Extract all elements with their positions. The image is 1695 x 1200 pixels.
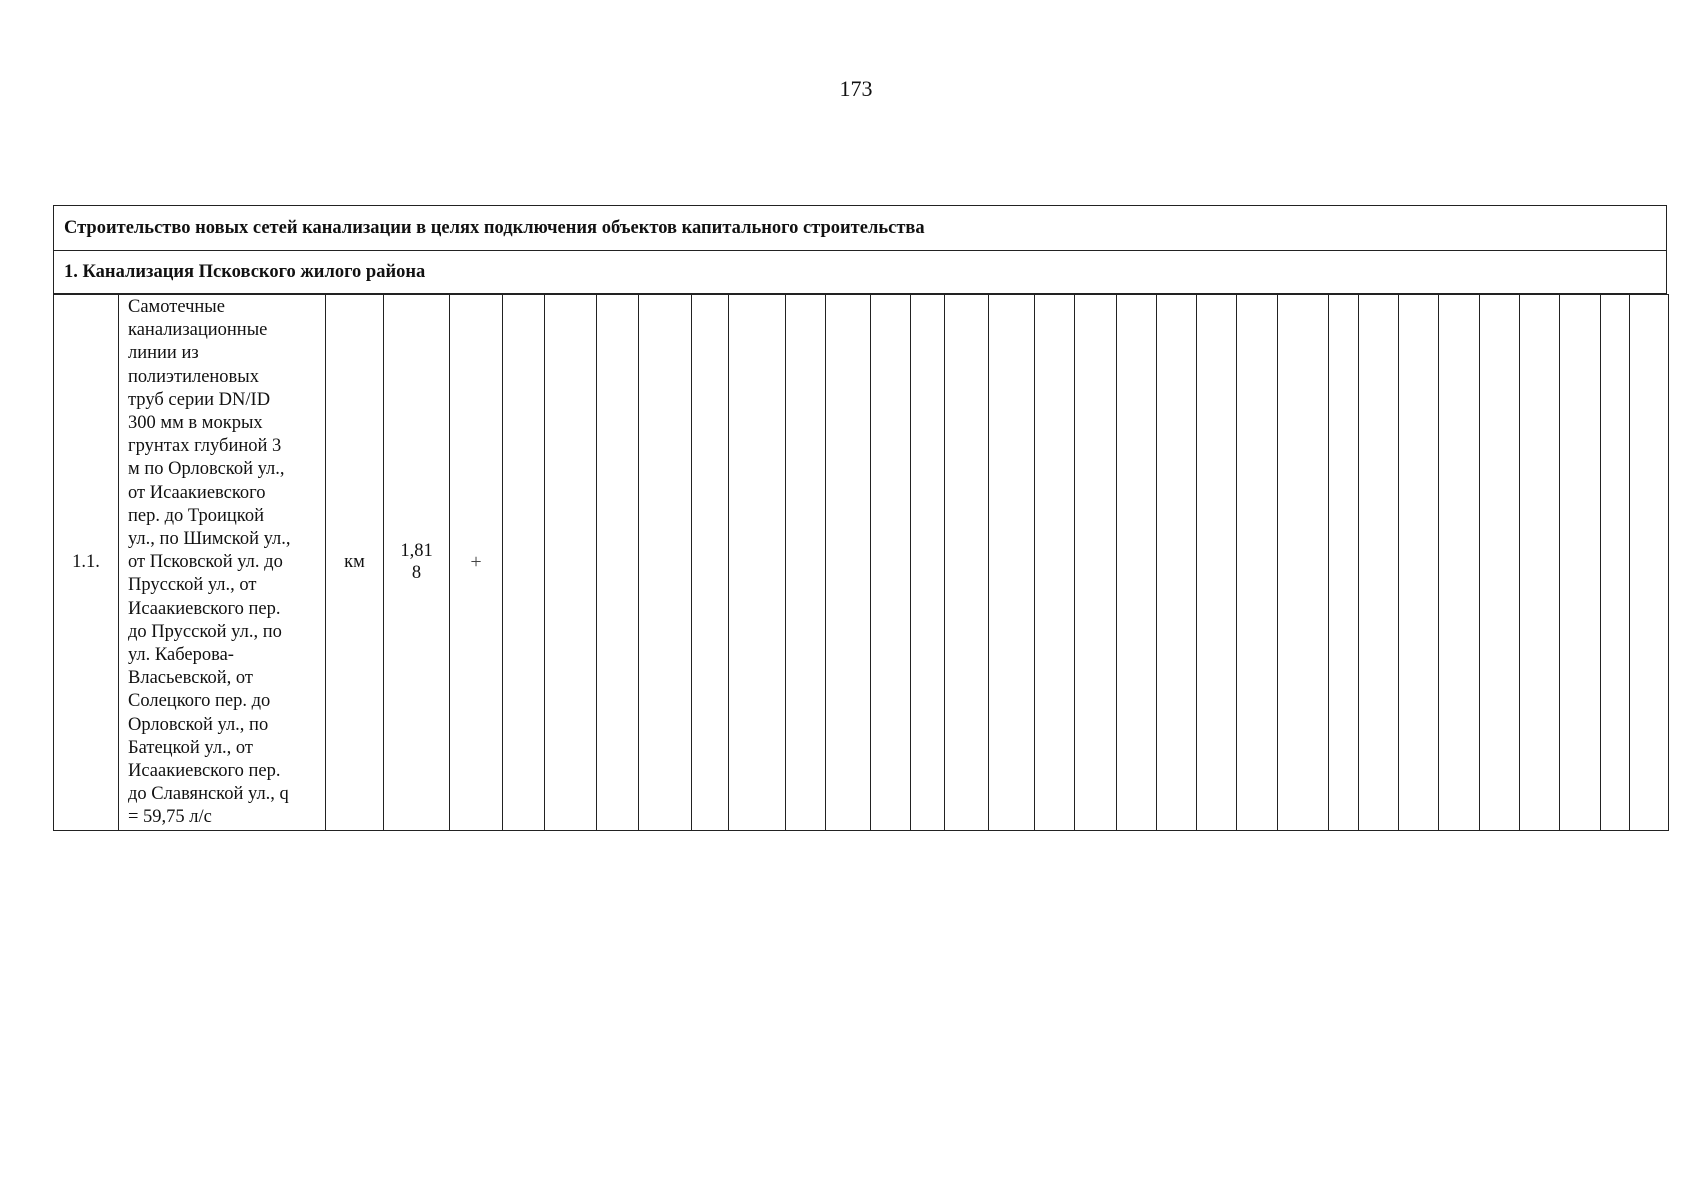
empty-cell: [1520, 295, 1560, 831]
empty-cell: [1035, 295, 1075, 831]
empty-cell: [1197, 295, 1237, 831]
description-line: Прусской ул., от: [128, 575, 257, 596]
empty-cell: [1439, 295, 1480, 831]
empty-cell: [826, 295, 871, 831]
description-line: Солецкого пер. до: [128, 691, 271, 712]
quantity-line: 8: [411, 563, 422, 584]
empty-cell: [871, 295, 911, 831]
empty-cell: [786, 295, 826, 831]
plus-mark-cell: +: [450, 295, 503, 831]
empty-cell: [1560, 295, 1601, 831]
empty-cell: [1480, 295, 1520, 831]
description-line: Орловской ул., по: [128, 714, 269, 735]
empty-cell: [1399, 295, 1439, 831]
description-line: грунтах глубиной 3: [128, 436, 282, 457]
description-line: от Псковской ул. до: [128, 552, 283, 573]
empty-cell: [545, 295, 597, 831]
description-line: = 59,75 л/с: [128, 807, 212, 828]
empty-cell: [639, 295, 692, 831]
description-line: ул., по Шимской ул.,: [128, 529, 291, 550]
empty-cell: [1359, 295, 1399, 831]
empty-cell: [503, 295, 545, 831]
empty-cell: [1117, 295, 1157, 831]
section-heading-row: 1. Канализация Псковского жилого района: [53, 250, 1667, 294]
description-line: до Славянской ул., q: [128, 784, 289, 805]
page-number: 173: [839, 76, 873, 101]
empty-cell: [1329, 295, 1359, 831]
empty-cell: [911, 295, 945, 831]
description-line: канализационные: [128, 320, 268, 341]
unit-cell: км: [326, 295, 384, 831]
empty-cell: [1601, 295, 1630, 831]
description-line: 300 мм в мокрых: [128, 413, 263, 434]
description-line: от Исаакиевского: [128, 482, 266, 503]
quantity-line: 1,81: [400, 541, 433, 562]
empty-cell: [945, 295, 989, 831]
description-line: ул. Каберова-: [128, 645, 234, 666]
empty-cell: [1237, 295, 1278, 831]
data-table: [53, 294, 1669, 831]
row-number-cell: 1.1.: [54, 295, 119, 831]
table-row: [54, 295, 1669, 831]
description-line: Исаакиевского пер.: [128, 598, 281, 619]
description-line: м по Орловской ул.,: [128, 459, 285, 480]
empty-cell: [729, 295, 786, 831]
description-line: труб серии DN/ID: [128, 389, 271, 410]
description-line: полиэтиленовых: [128, 366, 259, 387]
description-line: пер. до Троицкой: [128, 505, 264, 526]
description-line: Самотечные: [128, 297, 225, 317]
empty-cell: [1075, 295, 1117, 831]
description-line: Власьевской, от: [128, 668, 254, 689]
empty-cell: [692, 295, 729, 831]
empty-cell: [989, 295, 1035, 831]
quantity-cell: [384, 295, 450, 831]
description-line: Исаакиевского пер.: [128, 761, 281, 782]
empty-cell: [1630, 295, 1669, 831]
empty-cell: [597, 295, 639, 831]
description-line: до Прусской ул., по: [128, 621, 282, 642]
description-cell: [119, 295, 326, 831]
description-line: линии из: [128, 343, 199, 364]
description-line: Батецкой ул., от: [128, 737, 254, 758]
empty-cell: [1278, 295, 1329, 831]
empty-cell: [1157, 295, 1197, 831]
table-title-row: Строительство новых сетей канализации в целях подключения объектов капитального строительства: [53, 205, 1667, 250]
